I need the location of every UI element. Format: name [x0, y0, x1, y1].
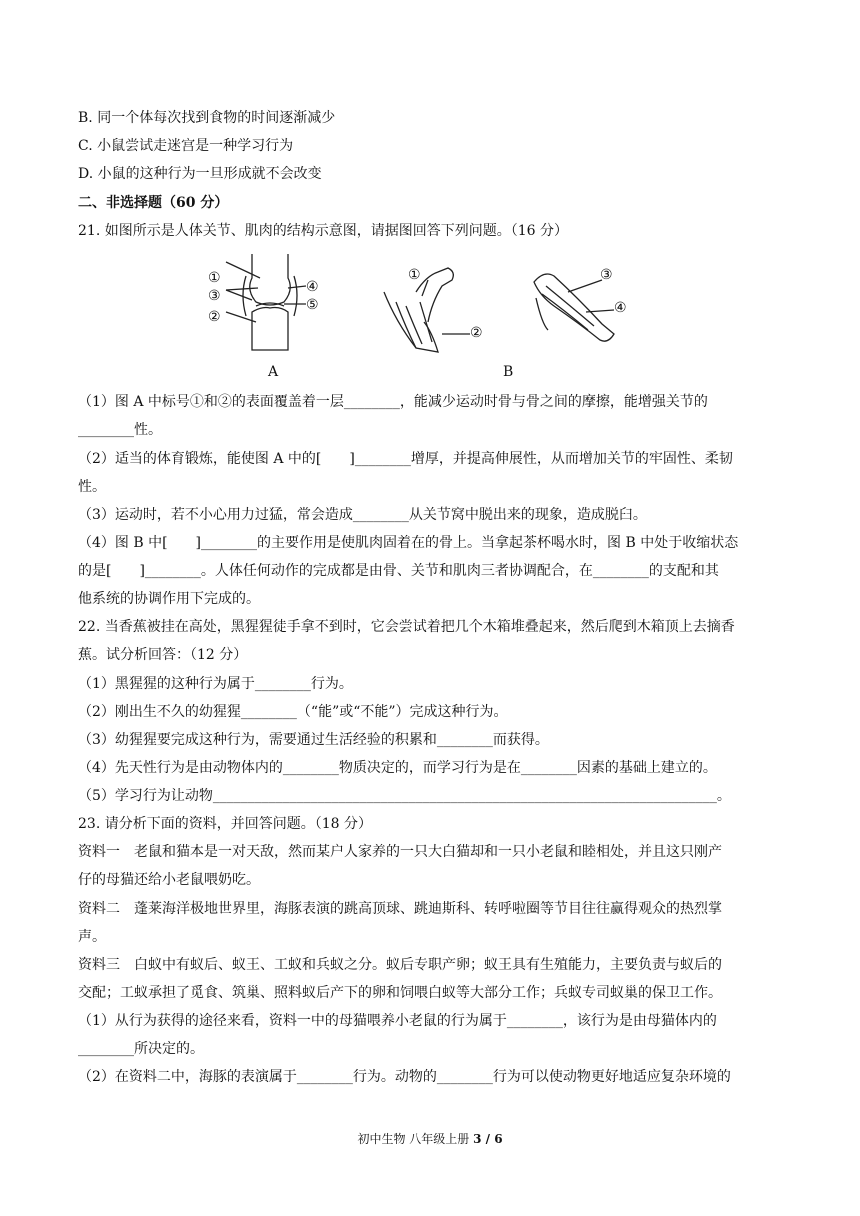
q22-p5: （5）学习行为让动物________________________________________________________________________。: [78, 788, 731, 804]
q21-stem: 21. 如图所示是人体关节、肌肉的结构示意图，请据图回答下列问题。（16 分）: [78, 223, 568, 239]
q23-p1a: （1）从行为获得的途径来看，资料一中的母猫喂养小老鼠的行为属于________，该行为是由母猫体内的: [78, 1013, 717, 1029]
q23-m1a: 资料一 老鼠和猫本是一对天敌，然而某户人家养的一只大白猫却和一只小老鼠和睦相处，并且这只刚产: [78, 844, 722, 860]
footer-page-number: 3 / 6: [473, 1132, 503, 1146]
fig-b2-label-3: ③: [600, 267, 613, 283]
caption-b: B: [503, 364, 514, 380]
fig-b2-label-4: ④: [614, 300, 627, 316]
q21-p4b: 的是[ ]________。人体任何动作的完成都是由骨、关节和肌肉三者协调配合，在________的支配和其: [78, 563, 719, 579]
caption-a: A: [268, 364, 279, 380]
q21-p2a: （2）适当的体育锻炼，能使图 A 中的[ ]________增厚，并提高伸展性，从而增加关节的牢固性、柔韧: [78, 451, 733, 467]
fig-a-label-1: ①: [208, 270, 221, 286]
fig-a-label-4: ④: [306, 279, 319, 295]
option-d: D. 小鼠的这种行为一旦形成就不会改变: [78, 166, 322, 182]
q23-p2a: （2）在资料二中，海豚的表演属于________行为。动物的________行为可以使动物更好地适应复杂环境的: [78, 1069, 731, 1085]
option-b: B. 同一个体每次找到食物的时间逐渐减少: [78, 110, 336, 126]
q23-m3a: 资料三 白蚁中有蚁后、蚁王、工蚁和兵蚁之分。蚁后专职产卵；蚁王具有生殖能力，主要负责与蚁后的: [78, 957, 722, 973]
fig-a-label-5: ⑤: [306, 297, 319, 313]
page-footer: [0, 1130, 860, 1147]
q23-m3b: 交配；工蚁承担了觅食、筑巢、照料蚁后产下的卵和饲喂白蚁等大部分工作；兵蚁专司蚁巢的保卫工作。: [78, 985, 722, 1001]
fig-a-label-2: ②: [208, 309, 221, 325]
q22-stem-b: 蕉。试分析回答：（12 分）: [78, 647, 248, 663]
q21-p2b: 性。: [78, 479, 106, 495]
q23-m2b: 声。: [78, 929, 106, 945]
q21-p3: （3）运动时，若不小心用力过猛，常会造成________从关节窝中脱出来的现象，造成脱臼。: [78, 507, 647, 523]
q21-p4a: （4）图 B 中[ ]________的主要作用是使肌肉固着在的骨上。当拿起茶杯喝水时，图 B 中处于收缩状态: [78, 535, 739, 551]
option-c: C. 小鼠尝试走迷宫是一种学习行为: [78, 138, 294, 154]
footer-subject: 初中生物 八年级上册: [357, 1132, 470, 1146]
q23-stem: 23. 请分析下面的资料，并回答问题。（18 分）: [78, 816, 372, 832]
q22-p4: （4）先天性行为是由动物体内的________物质决定的，而学习行为是在________因素的基础上建立的。: [78, 760, 717, 776]
q23-m2a: 资料二 蓬莱海洋极地世界里，海豚表演的跳高顶球、跳迪斯科、转呼啦圈等节目往往赢得观众的热烈掌: [78, 901, 722, 917]
q21-p1b: ________性。: [78, 422, 162, 438]
q22-p3: （3）幼猩猩要完成这种行为，需要通过生活经验的积累和________而获得。: [78, 732, 549, 748]
fig-b1-label-1: ①: [408, 267, 421, 283]
q22-p1: （1）黑猩猩的这种行为属于________行为。: [78, 676, 353, 692]
section-title: 二、非选择题（60 分）: [78, 195, 229, 211]
fig-a-label-3: ③: [208, 288, 221, 304]
fig-b1-label-2: ②: [470, 325, 483, 341]
q21-p4c: 他系统的协调作用下完成的。: [78, 591, 260, 607]
figure-b-arm-flexed: [376, 262, 486, 358]
q23-p1b: ________所决定的。: [78, 1041, 204, 1057]
q23-m1b: 仔的母猫还给小老鼠喂奶吃。: [78, 872, 260, 888]
q22-stem-a: 22. 当香蕉被挂在高处，黑猩猩徒手拿不到时，它会尝试着把几个木箱堆叠起来，然后爬到木箱顶上去摘香: [78, 619, 735, 635]
q22-p2: （2）刚出生不久的幼猩猩________（“能”或“不能”）完成这种行为。: [78, 704, 508, 720]
q21-p1a: （1）图 A 中标号①和②的表面覆盖着一层________，能减少运动时骨与骨之间的摩擦，能增强关节的: [78, 394, 708, 410]
